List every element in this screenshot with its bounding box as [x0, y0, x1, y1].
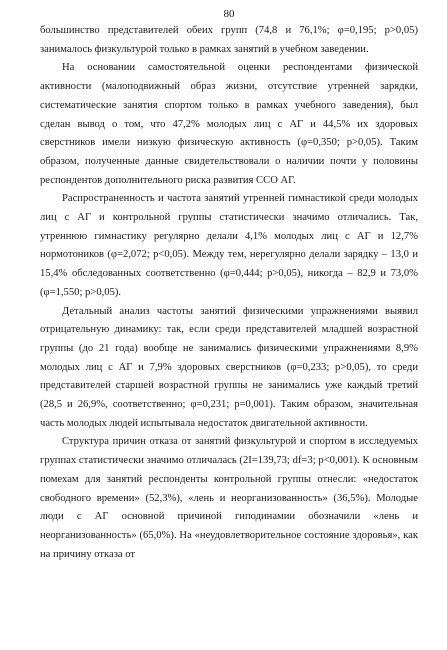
body-text	[40, 22, 418, 564]
paragraph-5: Структура причин отказа от занятий физкультурой и спортом в исследуемых группах статистически значимо отличалась (2I=139,73; df=3; p<0,001). К основным помехам для занятий респонденты контрольной группы отнесли: «недостаток свободного времени» (52,3%), «лень и неорганизованность» (36,5%). Молодые люди с АГ основной причиной гиподинамии обозначили «лень и неорганизованность» (65,0%). На «неудовлетворительное состояние здоровья», как на причину отказа от	[40, 436, 418, 560]
page-number: 80	[223, 8, 235, 20]
paragraph-3: Распространенность и частота занятий утренней гимнастикой среди молодых лиц с АГ и контрольной группы статистически значимо отличались. Так, утреннюю гимнастику регулярно делали 4,1% молодых лиц с АГ и 12,7% нормотоников (φ=2,072; p<0,05). Между тем, нерегулярно делали зарядку – 13,0 и 15,4% обследованных соответственно (φ=0,444; p>0,05), никогда – 82,9 и 73,0% (φ=1,550; p>0,05).	[40, 193, 418, 298]
paragraph-2: На основании самостоятельной оценки респондентами физической активности (малоподвижный образ жизни, отсутствие утренней зарядки, систематические занятия спортом только в рамках учебного заведения), был сделан вывод о том, что 47,2% молодых лиц с АГ и 44,5% их здоровых сверстников имели низкую физическую активность (φ=0,350; p>0,05). Таким образом, полученные данные свидетельствовали о наличии почти у половины респондентов дополнительного риска развития ССО АГ.	[40, 62, 418, 186]
paragraph-4: Детальный анализ частоты занятий физическими упражнениями выявил отрицательную динамику: так, если среди представителей младшей возрастной группы (до 21 года) вообще не занимались физическими упражнениями 8,9% молодых лиц с АГ и 7,9% здоровых сверстников (φ=0,233; p>0,05), то среди представителей старшей возрастной группы не занимались уже каждый третий (28,5 и 26,9%, соответственно; φ=0,231; p=0,001). Таким образом, значительная часть молодых людей испытывала недостаток двигательной активности.	[40, 305, 418, 429]
paragraph-1: большинство представителей обеих групп (74,8 и 76,1%; φ=0,195; p>0,05) занималось физкультурой только в рамках занятий в учебном заведении.	[40, 25, 418, 55]
